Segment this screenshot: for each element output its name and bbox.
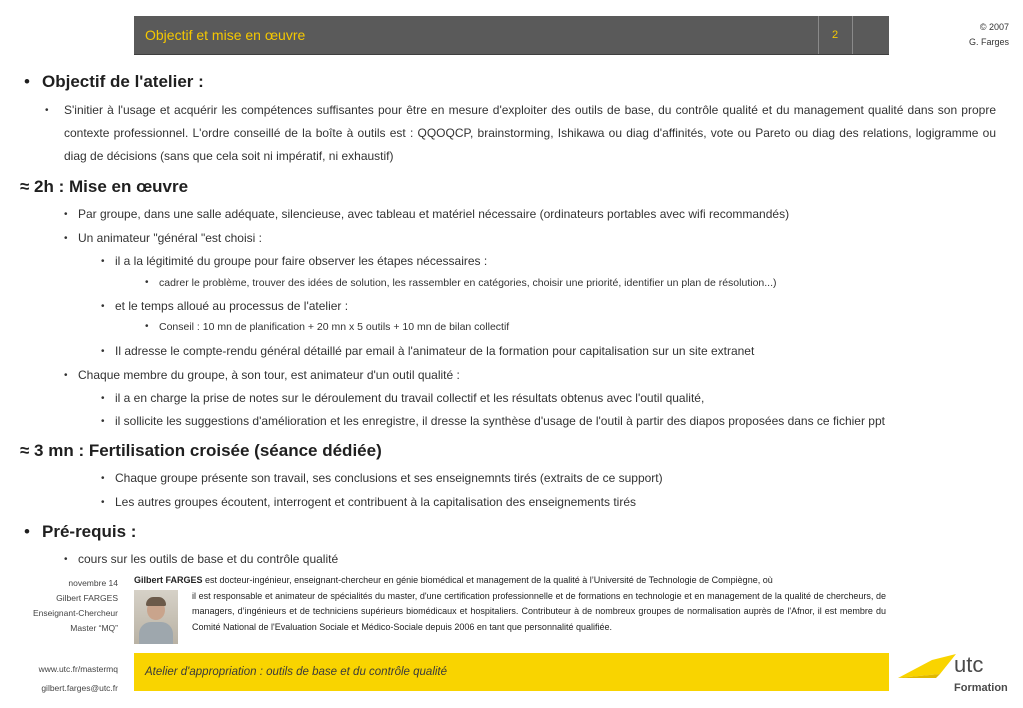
list-item: • Chaque groupe présente son travail, ses conclusions et ses enseignemnts tirés (extraits de ce support) [101,471,663,485]
list-item: • et le temps alloué au processus de l'atelier : [101,299,349,313]
prereq-heading: • Pré-requis : [24,522,137,541]
objectif-paragraph: • S'initier à l'usage et acquérir les compétences suffisantes pour être en mesure d'exploiter des outils de base, du contrôle qualité et du management qualité dans son propre contexte professionnel. L'ordre conseillé de la boîte à outils est : QQOQCP, brainstorming, Ishikawa ou diag d'affinités, vote ou Pareto ou diag des relations, logigramme ou diag de décisions (sans que cela soit ni impératif, ni exhaustif) [45,103,996,163]
mise-heading: ≈ 2h : Mise en œuvre [20,177,189,196]
bio-name: Gilbert FARGES [134,575,203,585]
list-item: • il a en charge la prise de notes sur le déroulement du travail collectif et les résultats obtenus avec l'outil qualité, [101,391,705,405]
footer-bar [134,653,889,691]
website-link[interactable]: www.utc.fr/mastermq [38,664,118,674]
author-role: Enseignant-Chercheur [32,608,118,618]
objectif-heading: • Objectif de l'atelier : [24,72,204,91]
utc-logo-swoosh [898,654,956,678]
list-item: • Un animateur "général "est choisi : [64,231,262,245]
list-item: • Les autres groupes écoutent, interrogent et contribuent à la capitalisation des enseignements tirés [101,495,636,509]
list-item: • Chaque membre du groupe, à son tour, est animateur d'un outil qualité : [64,368,460,382]
fertil-heading: ≈ 3 mn : Fertilisation croisée (séance dédiée) [20,441,382,460]
date: novembre 14 [68,578,118,588]
list-item: • Il adresse le compte-rendu général détaillé par email à l'animateur de la formation pour capitalisation sur un site extranet [101,344,755,358]
contact-sidebar [0,660,118,698]
list-item: • cadrer le problème, trouver des idées de solution, les rassembler en catégories, choisir une priorité, identifier un plan de résolution...) [145,277,777,289]
email-link[interactable]: gilbert.farges@utc.fr [41,683,118,693]
utc-logo-text: utc [954,652,984,677]
author-sidebar [0,576,118,636]
title-divider [852,16,853,54]
author-photo [134,590,178,644]
master-label: Master “MQ” [70,623,118,633]
bio-line1: est docteur-ingénieur, enseignant-chercheur en génie biomédical et management de la qualité à l’Université de Technologie de Compiègne, où [202,575,773,585]
list-item: • cours sur les outils de base et du contrôle qualité [64,552,339,566]
list-item: • il a la légitimité du groupe pour faire observer les étapes nécessaires : [101,254,488,268]
title-bar [134,16,889,55]
list-item: • Par groupe, dans une salle adéquate, silencieuse, avec tableau et matériel nécessaire (ordinateurs portables avec wifi recommandés) [64,207,790,221]
copyright-year: © 2007 [979,22,1009,32]
slide-title: Objectif et mise en œuvre [145,27,306,43]
bio-text: il est responsable et animateur de spécialités du master, d'une certification professionnelle et de formations en technologie et en management de la qualité de chercheurs, de managers, d’ingénieurs et de techniciens supérieurs biomédicaux et hospitaliers. Contributeur à de nombreux groupes de normalisation auprès de l'Afnor, il est membre du Comité National de l'Evaluation Sociale et Médico-Sociale depuis 2006 en tant que personnalité qualifiée. [192,590,886,632]
author-bio [134,573,886,635]
list-item: • il sollicite les suggestions d'amélioration et les enregistre, il dresse la synthèse d'usage de l'outil à partir des diapos proposées dans ce fichier ppt [101,414,885,428]
page-number: 2 [831,29,839,41]
utc-logo [896,648,1016,696]
copyright [969,20,1009,50]
footer-title: Atelier d'appropriation : outils de base et du contrôle qualité [145,666,448,678]
utc-logo-subtitle: Formation [954,682,1008,694]
author-name: Gilbert FARGES [56,593,118,603]
list-item: • Conseil : 10 mn de planification + 20 mn x 5 outils + 10 mn de bilan collectif [145,321,510,333]
copyright-author: G. Farges [968,37,1009,47]
